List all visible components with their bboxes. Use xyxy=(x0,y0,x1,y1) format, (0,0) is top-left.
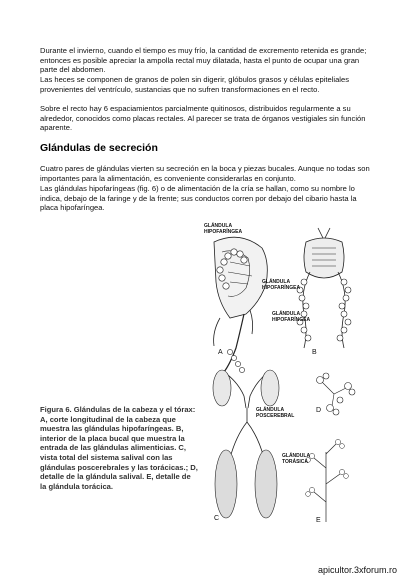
panel-b-mouth-plate xyxy=(303,228,345,348)
panel-b-gland-beads xyxy=(297,279,351,341)
footer-site-link[interactable]: apicultor.3xforum.ro xyxy=(317,565,397,575)
label-hypopharyngeal-b: GLÁNDULA HIPOFARÍNGEA xyxy=(272,311,311,323)
panel-letter-e: E xyxy=(316,517,321,524)
paragraph-feces: Las heces se componen de granos de polen sin digerir, glóbulos grasos y células epiteliales provenientes del ventrículo, sustancias que no sufren transformaciones en el recto. xyxy=(40,75,350,94)
panel-c-thoracic-glands xyxy=(215,450,277,518)
panel-letter-b: B xyxy=(312,349,317,356)
figure-6-illustration xyxy=(200,222,376,526)
gland-drawing xyxy=(200,222,376,526)
section-heading: Glándulas de secreción xyxy=(40,142,158,154)
paragraph-rectal-plates: Sobre el recto hay 6 espaciamientos parcialmente quitinosos, distribuidos regularmente a su alrededor, conocidos como placas rectales. Al parecer se trata de órganos vestigiales sin función aparente. xyxy=(40,104,366,133)
panel-letter-c: C xyxy=(214,515,220,522)
paragraph-winter: Durante el invierno, cuando el tiempo es muy frío, la cantidad de excremento retenida es grande; entonces es posible apreciar la ampolla rectal muy dilatada, hasta el punto de ocupar una gran parte del abdomen. xyxy=(40,46,367,75)
panel-d-gland-detail xyxy=(317,373,356,415)
panel-letter-a: A xyxy=(218,349,223,356)
paragraph-glands-intro: Cuatro pares de glándulas vierten su secreción en la boca y piezas bucales. Aunque no todas son importantes para la alimentación, es conveniente considerarlas en conjunto. xyxy=(40,164,370,183)
label-hypopharyngeal-a-top: GLÁNDULA HIPOFARÍNGEA xyxy=(204,223,243,235)
figure-caption: Figura 6. Glándulas de la cabeza y el tórax: A, corte longitudinal de la cabeza que muestra las glándulas hipofaríngeas. B, interior de la placa bucal que muestra la entrada de las glándulas alimenticias. C, vista total del sistema salival con las glándulas poscerebrales y las torácicas.; D, detalle de la glándula salival. E, detalle de la glándula torácica. xyxy=(40,405,198,491)
label-hypopharyngeal-a-bottom: GLÁNDULA HIPOFARÍNGEA xyxy=(262,279,301,291)
label-thoracic: GLÁNDULA TORÁSICA xyxy=(282,453,310,465)
panel-c-postcerebral-glands xyxy=(213,370,279,406)
panel-letter-d: D xyxy=(316,407,322,414)
label-postcerebral: GLÁNDULA POSCEREBRAL xyxy=(256,407,295,419)
paragraph-hypopharyngeal: Las glándulas hipofaríngeas (fig. 6) o de alimentación de la cría se hallan, como su nombre lo indica, debajo de la faringe y de la frente; sus conductos corren por debajo del cibario hasta la placa hipofaríngea. xyxy=(40,184,357,213)
